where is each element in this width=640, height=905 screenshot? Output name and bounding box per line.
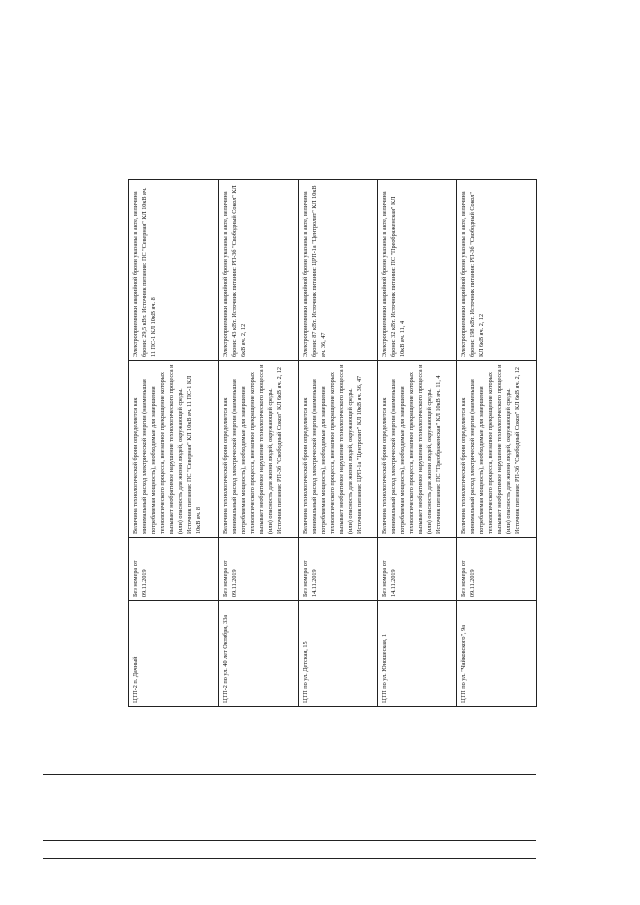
object-cell: ЦТП по ул. Детская, 15: [298, 601, 377, 707]
object-cell: ЦТП-2 п. Дачный: [129, 601, 219, 707]
reserve-table: [128, 179, 537, 707]
reason-cell: Величина технологической брони определяется как минимальный расход электрической энергии (наименьшая потребляемая мощность), необходимые для завершения технологического процесса, внезапное прекращение которых вызывает необратимое нарушение технологического процесса и (или) опасность для жизни людей, окружающей среды. Источник питания: РП-3б "Свободный Сокол" КЛ 6кВ яч. 2, 12: [219, 361, 298, 538]
table-row: [219, 180, 298, 707]
table-row: [298, 180, 377, 707]
separator-line: [43, 840, 536, 841]
power-cell: Электроприемники аварийной брони указаны в акте, величина брони: 32 кВт. Источник питания: ПС "Преображенская" КЛ 10кВ яч. 11, 4: [377, 180, 456, 361]
document-cell: Без номера от 09.11.2019: [457, 538, 537, 601]
table-row: [377, 180, 456, 707]
table-row: [129, 180, 219, 707]
power-cell: Электроприемники аварийной брони указаны в акте, величина брони: 87 кВт. Источник питания: ЦРП-1а "Центролит" КЛ 10кВ яч. 36, 47: [298, 180, 377, 361]
document-cell: Без номера от 14.11.2019: [377, 538, 456, 601]
reason-cell: Величина технологической брони определяется как минимальный расход электрической энергии (наименьшая потребляемая мощность), необходимые для завершения технологического процесса, внезапное прекращение которых вызывает необратимое нарушение технологического процесса и (или) опасность для жизни людей, окружающей среды. Источник питания: ПС "Преображенская" КЛ 10кВ яч. 11, 4: [377, 361, 456, 538]
separator-line: [43, 774, 536, 775]
separator-line: [43, 858, 536, 859]
reason-cell: Величина технологической брони определяется как минимальный расход электрической энергии (наименьшая потребляемая мощность), необходимые для завершения технологического процесса, внезапное прекращение которых вызывает необратимое нарушение технологического процесса и (или) опасность для жизни людей, окружающей среды. Источник питания: РП-3б "Свободный Сокол" КЛ 6кВ яч. 2, 12: [457, 361, 537, 538]
power-cell: Электроприемники аварийной брони указаны в акте, величина брони: 198 кВт. Источник питания: РП-3б "Свободный Сокол" КЛ 6кВ яч. 2, 12: [457, 180, 537, 361]
power-cell: Электроприемники аварийной брони указаны в акте, величина брони: 29,5 кВт. Источник питания: ПС "Северная" КЛ 10кВ яч. 11 ПС-1 КЛ 10кВ яч. 8: [129, 180, 219, 361]
reason-cell: Величина технологической брони определяется как минимальный расход электрической энергии (наименьшая потребляемая мощность), необходимые для завершения технологического процесса, внезапное прекращение которых вызывает необратимое нарушение технологического процесса и (или) опасность для жизни людей, окружающей среды. Источник питания: ЦРП-1а "Центролит" КЛ 10кВ яч. 36, 47: [298, 361, 377, 538]
document-cell: Без номера от 09.11.2019: [129, 538, 219, 601]
document-cell: Без номера от 09.11.2019: [219, 538, 298, 601]
reason-cell: Величина технологической брони определяется как минимальный расход электрической энергии (наименьшая потребляемая мощность), необходимые для завершения технологического процесса, внезапное прекращение которых вызывает необратимое нарушение технологического процесса и (или) опасность для жизни людей, окружающей среды. Источник питания: ПС "Северная" КЛ 10кВ яч. 11 ПС-1 КЛ 10кВ яч. 8: [129, 361, 219, 538]
document-cell: Без номера от 14.11.2019: [298, 538, 377, 601]
object-cell: ЦТП по ул. "Чайковского", 9а: [457, 601, 537, 707]
table-row: [457, 180, 537, 707]
object-cell: ЦТП-2 по ул. 40 лет Октября, 33а: [219, 601, 298, 707]
rotated-table-wrapper: [128, 180, 537, 707]
object-cell: ЦТП по ул. Юношеская, 1: [377, 601, 456, 707]
power-cell: Электроприемники аварийной брони указаны в акте, величина брони: 43 кВт. Источник питания: РП-3б "Свободный Сокол" КЛ 6кВ яч. 2, 12: [219, 180, 298, 361]
